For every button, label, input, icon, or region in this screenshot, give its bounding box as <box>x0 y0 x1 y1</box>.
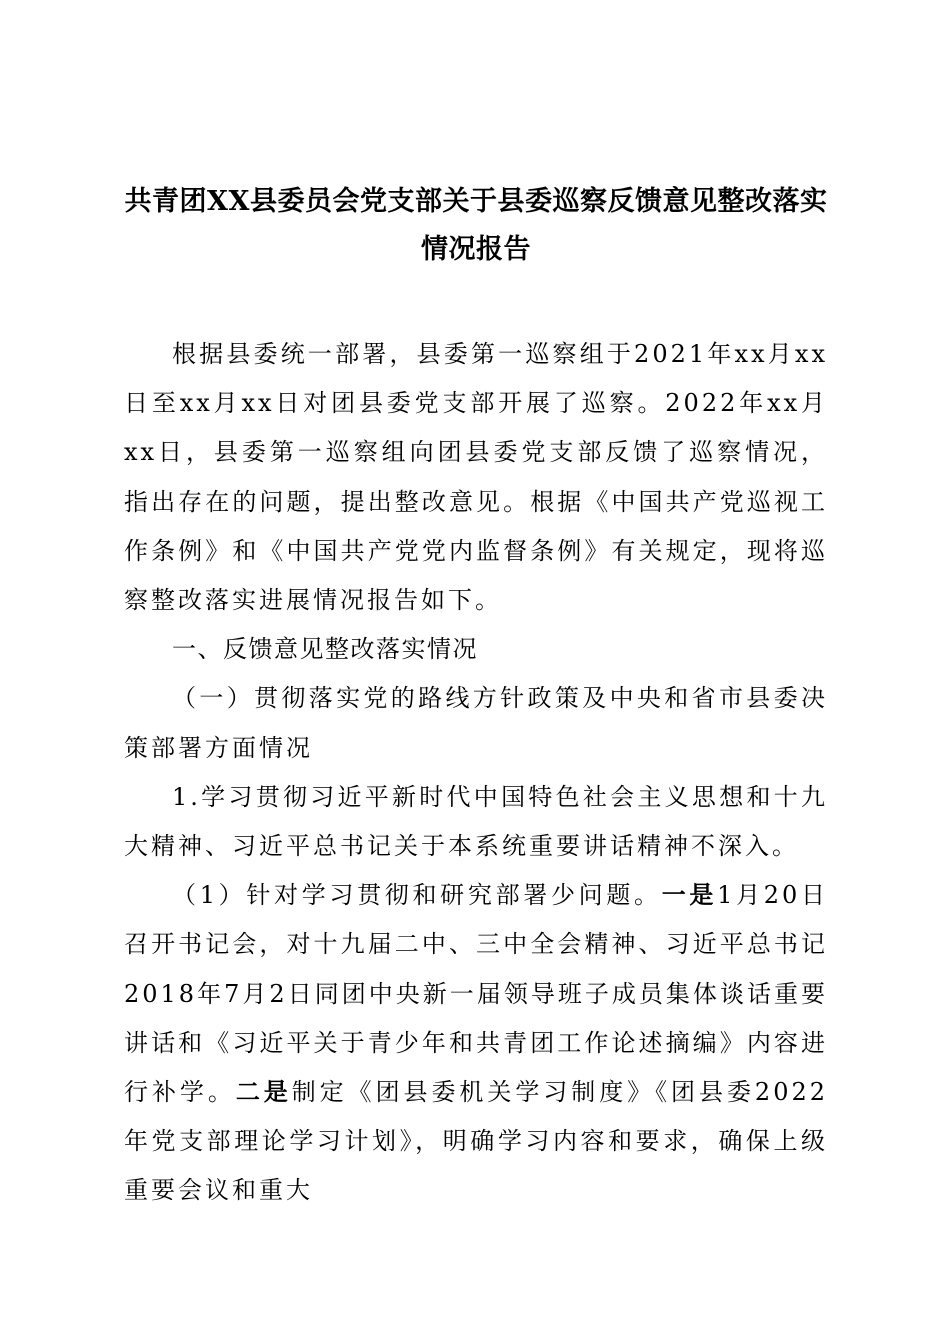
intro-paragraph: 根据县委统一部署，县委第一巡察组于2021年xx月xx日至xx月xx日对团县委党支部开展了巡察。2022年xx月xx日，县委第一巡察组向团县委党支部反馈了巡察情况，指出存在的问题，提出整改意见。根据《中国共产党巡视工作条例》和《中国共产党党内监督条例》有关规定，现将巡察整改落实进展情况报告如下。 <box>124 340 828 615</box>
document-page <box>124 0 828 1344</box>
document-body <box>124 330 828 1216</box>
section-heading-1: 一、反馈意见整改落实情况 <box>172 635 478 664</box>
item-1-1-text-2: 制定《团县委机关学习制度》《团县委2022年党支部理论学习计划》，明确学习内容和要求，确保上级重要会议和重大 <box>124 1078 828 1205</box>
item-1-1-text-1: 1月20日召开书记会，对十九届二中、三中全会精神、习近平总书记2018年7月2日同团中央新一届领导班子成员集体谈话重要讲话和《习近平关于青少年和共青团工作论述摘编》内容进行补学。 <box>124 881 828 1107</box>
subsection-heading-1: （一）贯彻落实党的路线方针政策及中央和省市县委决策部署方面情况 <box>124 684 828 762</box>
item-1-1-paragraph <box>124 871 828 1215</box>
item-1-paragraph: 1.学习贯彻习近平新时代中国特色社会主义思想和十九大精神、习近平总书记关于本系统重要讲话精神不深入。 <box>124 782 828 861</box>
item-1-1-marker-2: 二是 <box>235 1078 292 1107</box>
document-title: 共青团XX县委员会党支部关于县委巡察反馈意见整改落实情况报告 <box>124 186 828 265</box>
item-1-1-marker-1: 一是 <box>661 881 718 910</box>
item-1-1-prefix: （1）针对学习贯彻和研究部署少问题。 <box>172 881 662 910</box>
